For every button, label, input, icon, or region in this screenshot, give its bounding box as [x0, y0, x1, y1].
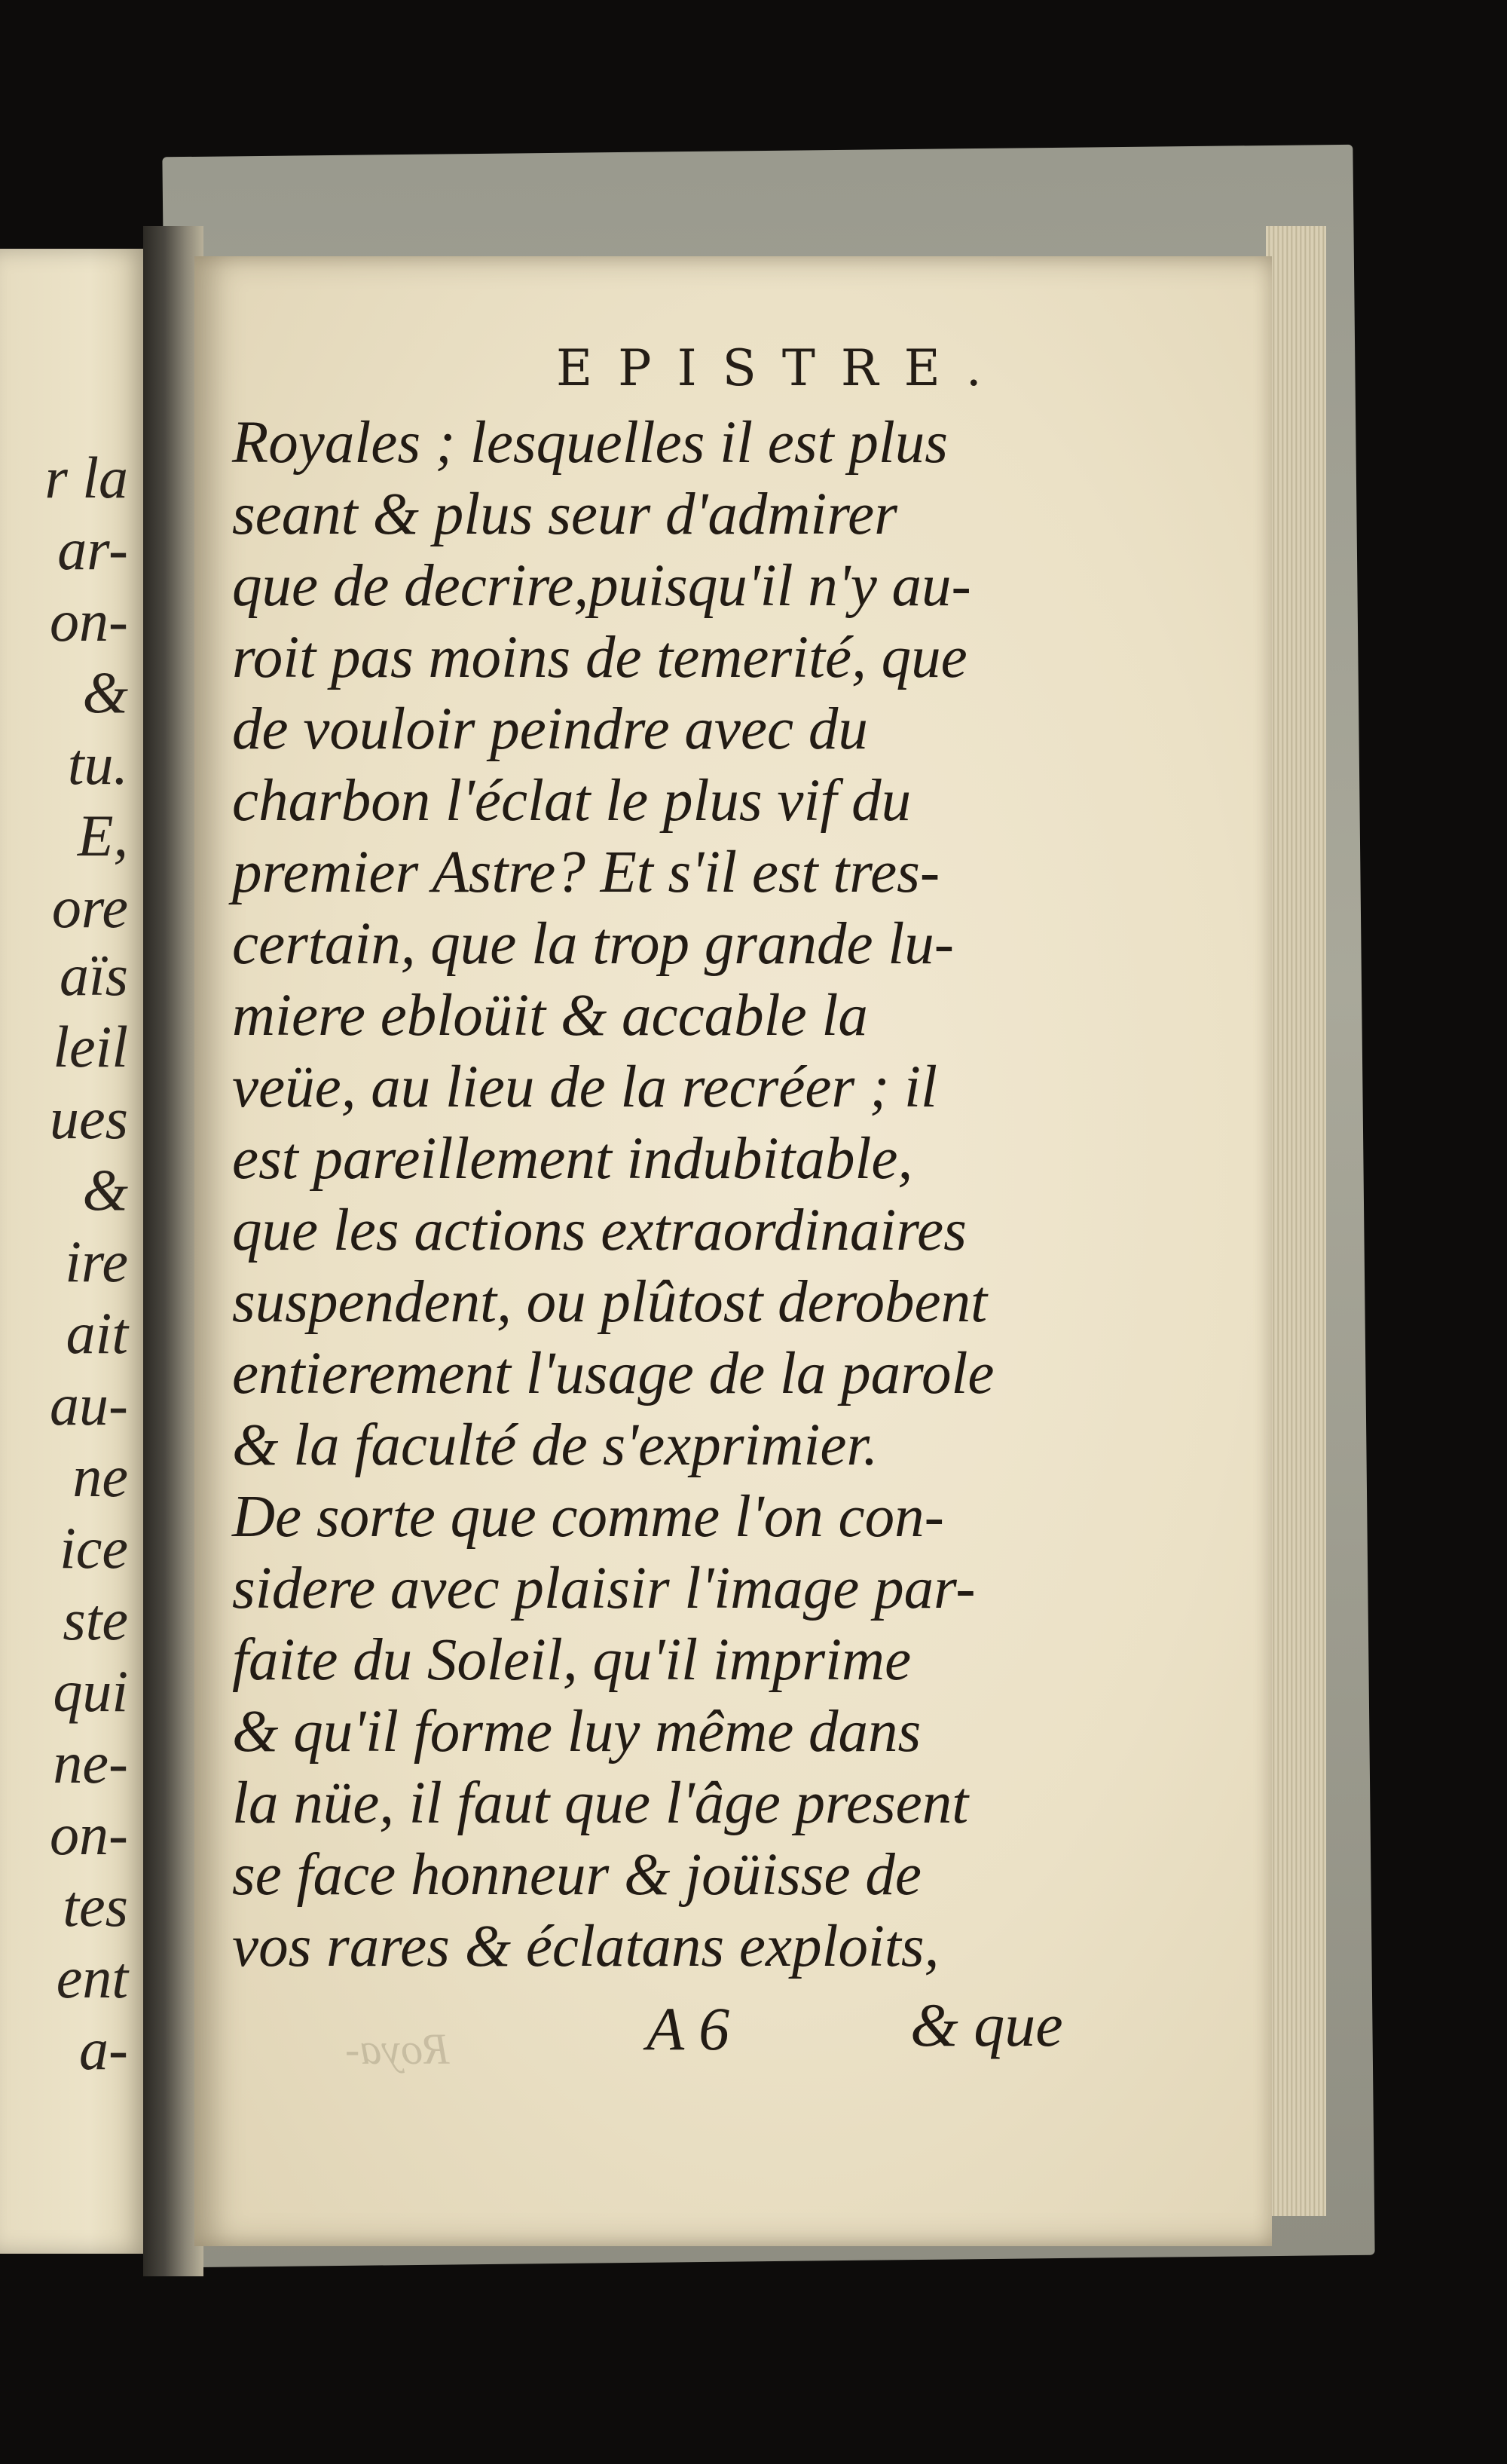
- left-page-fragment: E,: [77, 803, 128, 868]
- text-line: se face honneur & joüisse de: [232, 1842, 922, 1908]
- left-page-fragment: on-: [50, 1801, 128, 1867]
- text-line: & la faculté de s'exprimier.: [232, 1413, 879, 1478]
- left-page-fragment: ire: [65, 1229, 128, 1294]
- left-page-fragment: au-: [50, 1372, 128, 1437]
- left-page-fragment: leil: [53, 1014, 128, 1079]
- text-line: sidere avec plaisir l'image par-: [232, 1556, 976, 1621]
- text-line: veüe, au lieu de la recréer ; il: [232, 1054, 937, 1120]
- bleed-through-text: Roya-: [345, 2025, 450, 2074]
- left-page-fragment: ste: [63, 1587, 128, 1652]
- left-page-fragment: ne-: [53, 1730, 128, 1795]
- left-page-fragment: aïs: [59, 942, 128, 1008]
- text-line: roit pas moins de temerité, que: [232, 625, 967, 690]
- text-line: Royales ; lesquelles il est plus: [232, 410, 949, 476]
- left-page-fragment: ait: [66, 1300, 128, 1366]
- left-page-fragment: ar-: [57, 516, 128, 582]
- text-line: est pareillement indubitable,: [232, 1126, 913, 1192]
- left-page-fragment: tes: [63, 1873, 128, 1939]
- text-line: certain, que la trop grande lu-: [232, 911, 955, 977]
- running-head: EPISTRE.: [556, 339, 1007, 397]
- text-line: suspendent, ou plûtost derobent: [232, 1269, 988, 1335]
- left-page-fragment: ent: [56, 1945, 128, 2010]
- right-page: [194, 256, 1272, 2246]
- left-page-fragment: ues: [50, 1085, 128, 1151]
- text-line: seant & plus seur d'admirer: [232, 482, 897, 547]
- body-text: [232, 407, 1272, 1982]
- text-line: que de decrire,puisqu'il n'y au-: [232, 553, 971, 619]
- left-page-fragment: ice: [60, 1515, 128, 1581]
- text-line: la nüe, il faut que l'âge present: [232, 1771, 969, 1836]
- left-page-fragment: ne: [72, 1443, 128, 1509]
- left-page-fragment: &: [82, 1157, 128, 1223]
- left-page-fragment: on-: [50, 588, 128, 653]
- left-page-fragment: &: [82, 660, 128, 725]
- text-line: que les actions extraordinaires: [232, 1198, 967, 1263]
- left-page: [0, 249, 151, 2254]
- text-line: De sorte que comme l'on con-: [232, 1484, 944, 1550]
- left-page-fragment: qui: [53, 1658, 128, 1724]
- text-line: vos rares & éclatans exploits,: [232, 1914, 940, 1979]
- text-line: entierement l'usage de la parole: [232, 1341, 995, 1406]
- signature-mark: A 6: [647, 1994, 730, 2063]
- text-line: de vouloir peindre avec du: [232, 696, 868, 762]
- text-line: charbon l'éclat le plus vif du: [232, 768, 912, 834]
- text-line: faite du Soleil, qu'il imprime: [232, 1627, 912, 1693]
- left-page-fragment: a-: [79, 2016, 128, 2082]
- text-line: premier Astre? Et s'il est tres-: [232, 840, 940, 905]
- left-page-fragment: ore: [51, 874, 128, 940]
- text-line: & qu'il forme luy même dans: [232, 1699, 922, 1765]
- catchword: & que: [910, 1991, 1063, 2059]
- left-page-fragment: r la: [44, 445, 128, 510]
- text-line: miere ebloüit & accable la: [232, 983, 868, 1048]
- page-edges: [1266, 226, 1326, 2216]
- left-page-fragment: tu.: [67, 731, 128, 797]
